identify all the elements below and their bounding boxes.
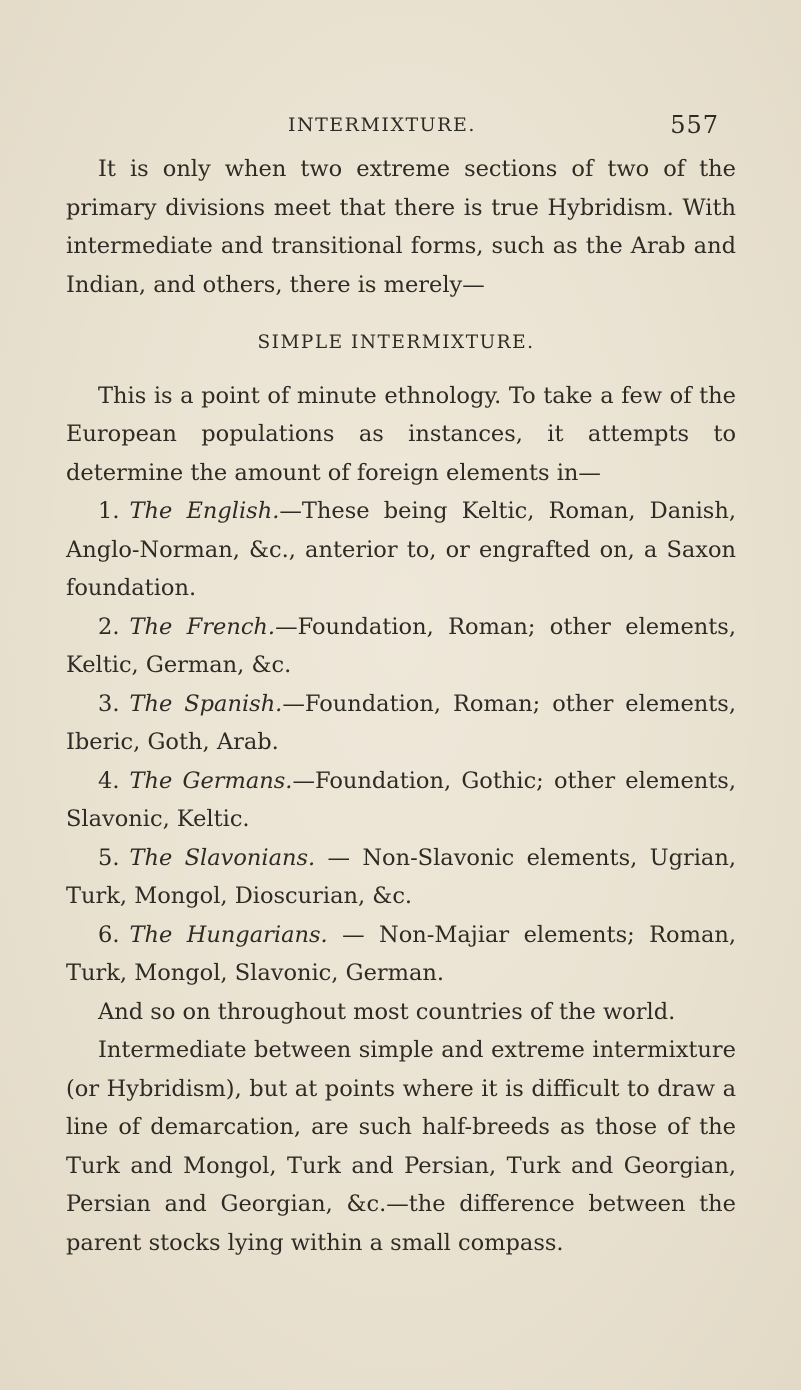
item-number: 2. [98, 613, 120, 640]
item-text: — Non-Majiar elements; Roman, Turk, Mongol, Slavonic, German. [66, 921, 736, 986]
item-nation: The Hungarians. [129, 921, 328, 948]
item-nation: The Slavonians. [129, 844, 316, 871]
item-text: —Foundation, Roman; other elements, Keltic, German, &c. [66, 613, 736, 678]
item-text: — Non-Slavonic elements, Ugrian, Turk, Mongol, Dioscurian, &c. [66, 844, 736, 909]
paragraph-intermediate: Intermediate between simple and extreme intermixture (or Hybridism), but at points where it is difficult to draw a line of demarcation, are such half-breeds as those of the Turk and Mongol, Turk and Persian, Turk and Georgian, Persian and Georgian, &c.—the difference between the parent stocks lying within a small compass. [66, 1037, 736, 1256]
body-text [66, 150, 736, 1262]
paragraph-ethnology: This is a point of minute ethnology. To take a few of the European populations as instances, it attempts to determine the amount of foreign elements in— [66, 382, 736, 486]
item-number: 1. [98, 498, 120, 524]
item-nation: The Spanish. [129, 690, 283, 717]
item-number: 3. [98, 690, 120, 717]
list-item [66, 839, 736, 916]
item-text: —Foundation, Roman; other elements, Iberic, Goth, Arab. [66, 690, 736, 755]
page-number: 557 [670, 111, 719, 139]
list-item [66, 608, 736, 685]
running-head-title: INTERMIXTURE. [288, 114, 476, 136]
list-item [66, 685, 736, 762]
list-item [66, 916, 736, 993]
item-nation: The English. [129, 498, 280, 524]
item-number: 5. [98, 844, 120, 871]
item-text: —Foundation, Gothic; other elements, Slavonic, Keltic. [66, 767, 736, 832]
item-text: —These being Keltic, Roman, Danish, Anglo-Norman, &c., anterior to, or engrafted on, a Saxon foundation. [66, 498, 736, 601]
running-head [66, 111, 735, 144]
paragraph-hybridism: It is only when two extreme sections of two of the primary divisions meet that there is true Hybridism. With intermediate and transitional forms, such as the Arab and Indian, and others, there is merely— [66, 156, 736, 298]
item-number: 4. [98, 767, 120, 794]
list-item [66, 492, 736, 608]
item-number: 6. [98, 921, 120, 948]
item-nation: The Germans. [129, 767, 293, 794]
paragraph-and-so-on: And so on throughout most countries of the world. [98, 998, 676, 1025]
section-heading: SIMPLE INTERMIXTURE. [257, 332, 535, 353]
item-nation: The French. [129, 613, 276, 640]
list-item [66, 762, 736, 839]
